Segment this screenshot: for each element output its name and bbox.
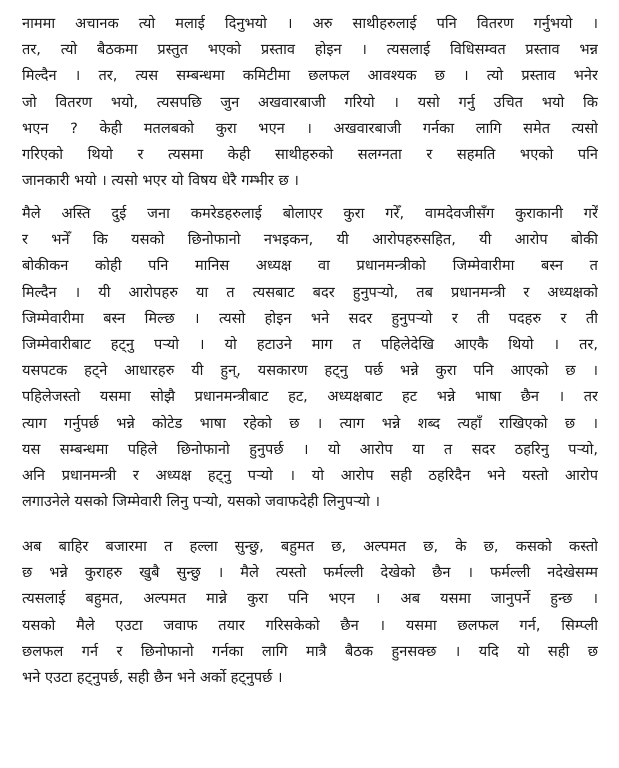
paragraph-1 [22, 11, 598, 194]
text-line: छलफल गर्न र छिनोफानो गर्नका लागि मात्रै बैठक हुनसक्छ । यदि यो सही छ [22, 642, 598, 660]
text-line: यस सम्बन्धमा पहिले छिनोफानो हुनुपर्छ । यो आरोप या त सदर ठहरिनु पर्‍यो, [22, 440, 598, 458]
text-line: जो वितरण भयो, त्यसपछि जुन अखवारबाजी गरियो । यसो गर्नु उचित भयो कि [22, 93, 598, 111]
text-line: बोकीकन कोही पनि मानिस अध्यक्ष वा प्रधानमन्त्रीको जिम्मेवारीमा बस्न त [22, 257, 598, 275]
text-line: मिल्दैन । यी आरोपहरु या त त्यसबाट बदर हुनुपर्‍यो, तब प्रधानमन्त्री र अध्यक्षको [22, 283, 598, 301]
text-line: पहिलेजस्तो यसमा सोझै प्रधानमन्त्रीबाट हट, अध्यक्षबाट हट भन्ने भाषा छैन । तर [22, 388, 598, 406]
text-line: जानकारी भयो । त्यसो भएर यो विषय धेरै गम्भीर छ । [22, 172, 299, 190]
text-line: भने एउटा हट्नुपर्छ, सही छैन भने अर्को हट्नुपर्छ । [22, 668, 283, 686]
text-line: जिम्मेवारीबाट हट्नु पर्‍यो । यो हटाउने माग त पहिलेदेखि आएकै थियो । तर, [22, 335, 598, 353]
text-line: छ भन्ने कुराहरु खुबै सुन्छु । मैले त्यस्तो फर्मल्ली देखेको छैन । फर्मल्ली नदेखेसम्म [22, 564, 598, 582]
text-line: त्यसलाई बहुमत, अल्पमत मान्ने कुरा पनि भएन । अब यसमा जानुपर्ने हुन्छ । [22, 590, 598, 608]
text-line: भएन ? केही मतलबको कुरा भएन । अखवारबाजी गर्नका लागि समेत त्यसो [22, 119, 598, 137]
text-line: अनि प्रधानमन्त्री र अध्यक्ष हट्नु पर्‍यो । यो आरोप सही ठहरिदैन भने यस्तो आरोप [22, 466, 598, 484]
text-line: र भनेँ कि यसको छिनोफानो नभइकन, यी आरोपहरुसहित, यी आरोप बोकी [22, 231, 598, 249]
text-line: जिम्मेवारीमा बस्न मिल्छ । त्यसो होइन भने सदर हुनुपर्‍यो र ती पदहरु र ती [22, 309, 598, 327]
text-line: मिल्दैन । तर, त्यस सम्बन्धमा कमिटीमा छलफल आवश्यक छ । त्यो प्रस्ताव भनेर [22, 67, 598, 85]
text-line: लगाउनेले यसको जिम्मेवारी लिनु पर्‍यो, यसको जवाफदेही लिनुपर्‍यो । [22, 493, 381, 511]
text-line: अब बाहिर बजारमा त हल्ला सुन्छु, बहुमत छ, अल्पमत छ, के छ, कसको कस्तो [22, 538, 598, 555]
text-line: तर, त्यो बैठकमा प्रस्तुत भएको प्रस्ताव होइन । त्यसलाई विधिसम्वत प्रस्ताव भन्न [22, 41, 598, 59]
text-line: गरिएको थियो र त्यसमा केही साथीहरुको सलग्नता र सहमति भएको पनि [22, 145, 598, 163]
paragraph-3 [22, 534, 598, 691]
text-line: त्याग गर्नुपर्छ भन्ने कोटेड भाषा रहेको छ । त्याग भन्ने शब्द त्यहाँ राखिएको छ । [22, 414, 598, 432]
text-line: नाममा अचानक त्यो मलाई दिनुभयो । अरु साथीहरुलाई पनि वितरण गर्नुभयो । [22, 15, 598, 32]
paragraph-2 [22, 201, 598, 515]
text-line: मैले अस्ति दुई जना कमरेडहरुलाई बोलाएर कुरा गरेँ, वामदेवजीसँग कुराकानी गरेँ [22, 205, 598, 222]
text-line: यसपटक हट्ने आधारहरु यी हुन्, यसकारण हट्नु पर्छ भन्ने कुरा पनि आएको छ । [22, 362, 598, 380]
text-line: यसको मैले एउटा जवाफ तयार गरिसकेको छैन । यसमा छलफल गर्न, सिम्प्ली [22, 616, 598, 634]
